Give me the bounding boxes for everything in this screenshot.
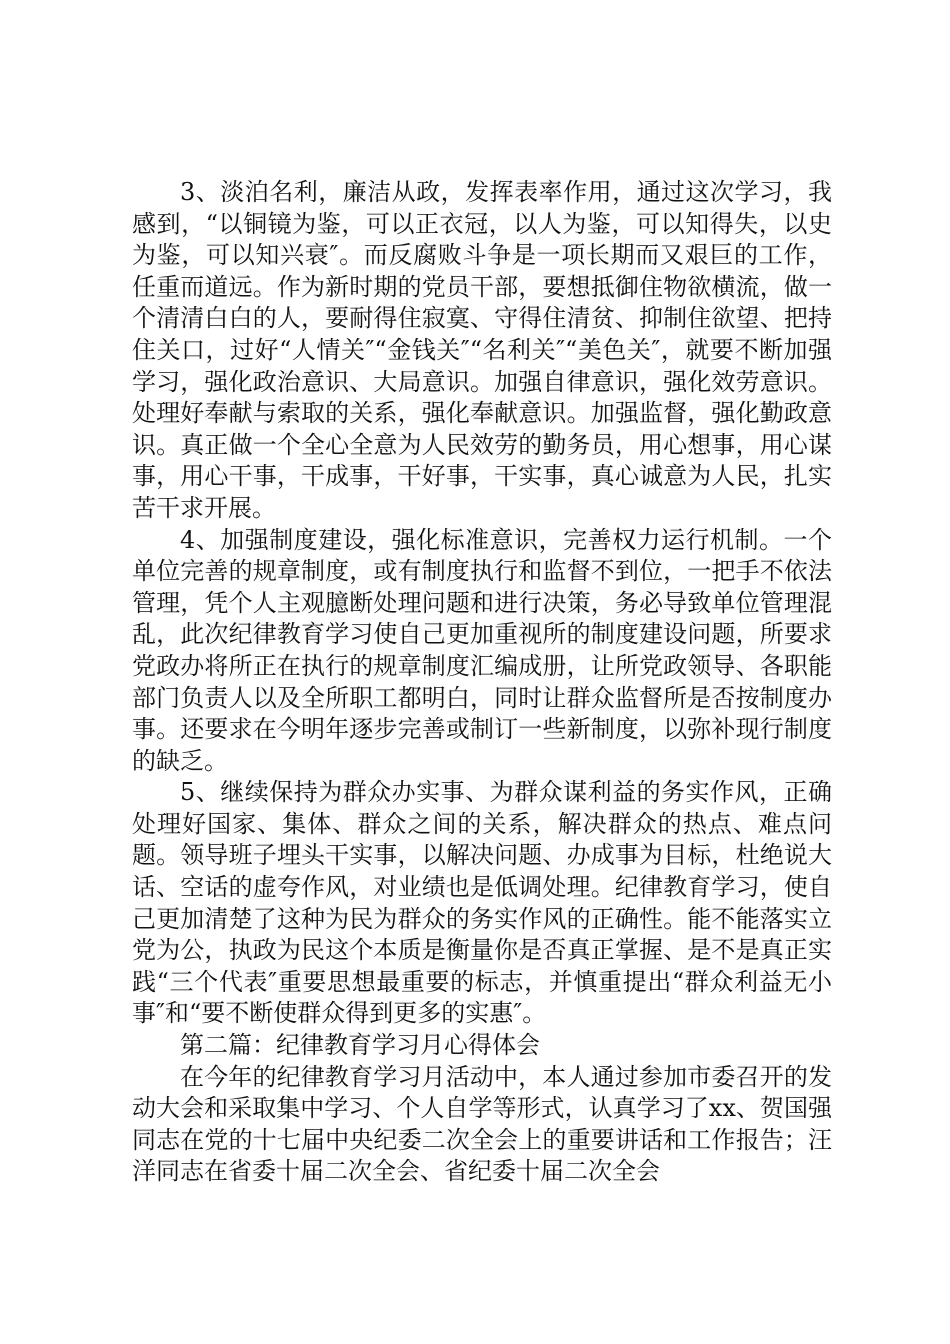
document-body: [132, 177, 832, 1188]
closing-paragraph: 在今年的纪律教育学习月活动中，本人通过参加市委召开的发动大会和采取集中学习、个人自学等形式，认真学习了xx、贺国强同志在党的十七届中央纪委二次全会上的重要讲话和工作报告；汪洋同志在省委十届二次全会、省纪委十届二次全会: [132, 1062, 832, 1186]
paragraph-5: 5、继续保持为群众办实事、为群众谋利益的务实作风，正确处理好国家、集体、群众之间的关系，解决群众的热点、难点问题。领导班子埋头干实事，以解决问题、办成事为目标，杜绝说大话、空话的虚夸作风，对业绩也是低调处理。纪律教育学习，使自己更加清楚了这种为民为群众的务实作风的正确性。能不能落实立党为公，执政为民这个本质是衡量你是否真正掌握、是不是真正实践“三个代表″重要思想最重要的标志，并慎重提出“群众利益无小事″和“要不断使群众得到更多的实惠″。: [132, 778, 832, 1028]
paragraph-3: 3、淡泊名利，廉洁从政，发挥表率作用，通过这次学习，我感到，“以铜镜为鉴，可以正衣冠，以人为鉴，可以知得失，以史为鉴，可以知兴衰″。而反腐败斗争是一项长期而又艰巨的工作，任重而道远。作为新时期的党员干部，要想抵御住物欲横流，做一个清清白白的人，要耐得住寂寞、守得住清贫、抑制住欲望、把持住关口，过好“人情关″“金钱关″“名利关″“美色关″，就要不断加强学习，强化政治意识、大局意识。加强自律意识，强化效劳意识。处理好奉献与索取的关系，强化奉献意识。加强监督，强化勤政意识。真正做一个全心全意为人民效劳的勤务员，用心想事，用心谋事，用心干事，干成事，干好事，干实事，真心诚意为人民，扎实苦干求开展。: [132, 178, 832, 522]
section-heading: 第二篇：纪律教育学习月心得体会: [180, 1031, 540, 1060]
paragraph-4: 4、加强制度建设，强化标准意识，完善权力运行机制。一个单位完善的规章制度，或有制度执行和监督不到位，一把手不依法管理，凭个人主观臆断处理问题和进行决策，务必导致单位管理混乱，此次纪律教育学习使自己更加重视所的制度建设问题，所要求党政办将所正在执行的规章制度汇编成册，让所党政领导、各职能部门负责人以及全所职工都明白，同时让群众监督所是否按制度办事。还要求在今明年逐步完善或制订一些新制度，以弥补现行制度的缺乏。: [132, 525, 832, 775]
